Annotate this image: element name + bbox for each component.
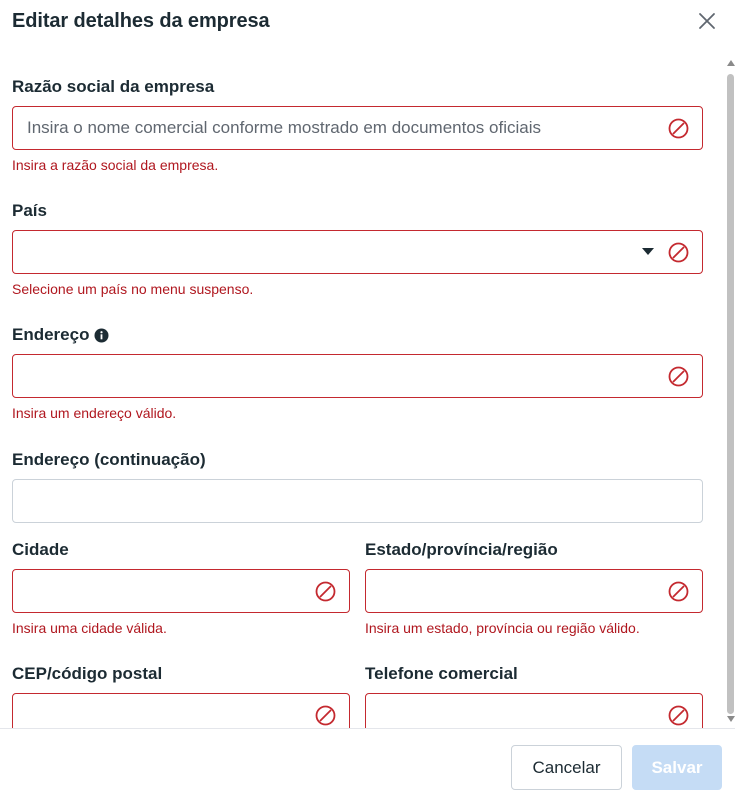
- state-label: Estado/província/região: [365, 540, 558, 559]
- zip-input[interactable]: [12, 693, 350, 728]
- country-error: Selecione um país no menu suspenso.: [12, 281, 254, 297]
- zip-label: CEP/código postal: [12, 664, 163, 683]
- dialog-title: Editar detalhes da empresa: [12, 10, 270, 32]
- state-input[interactable]: [365, 569, 703, 613]
- save-button[interactable]: Salvar: [632, 745, 722, 790]
- country-select[interactable]: [12, 230, 703, 274]
- scroll-thumb[interactable]: [727, 74, 734, 714]
- scrollbar[interactable]: [726, 58, 735, 728]
- error-icon: [315, 705, 336, 726]
- phone-input[interactable]: [365, 693, 703, 728]
- state-field: [365, 539, 703, 637]
- error-icon: [668, 581, 689, 602]
- error-icon: [315, 581, 336, 602]
- close-icon: [696, 10, 718, 32]
- company-name-placeholder: Insira o nome comercial conforme mostrado em documentos oficiais: [27, 118, 541, 137]
- error-icon: [668, 366, 689, 387]
- address-error: Insira um endereço válido.: [12, 405, 177, 421]
- city-label: Cidade: [12, 540, 69, 559]
- cancel-button[interactable]: Cancelar: [511, 745, 622, 790]
- error-icon: [668, 118, 689, 139]
- company-name-field: [12, 76, 703, 174]
- phone-label: Telefone comercial: [365, 664, 518, 683]
- zip-field: [12, 663, 350, 728]
- scroll-down-arrow-icon[interactable]: [727, 716, 735, 722]
- company-name-error: Insira a razão social da empresa.: [12, 157, 219, 173]
- close-button[interactable]: [696, 10, 718, 32]
- company-name-input[interactable]: [12, 106, 703, 150]
- country-field: [12, 200, 703, 298]
- address-input[interactable]: [12, 354, 703, 398]
- city-input[interactable]: [12, 569, 350, 613]
- dialog-header: [0, 0, 735, 50]
- form-scroll-area[interactable]: [0, 58, 735, 728]
- company-name-label: Razão social da empresa: [12, 77, 215, 96]
- address-field: [12, 324, 703, 422]
- error-icon: [668, 242, 689, 263]
- address2-label: Endereço (continuação): [12, 450, 206, 469]
- address2-field: [12, 449, 703, 523]
- scroll-up-arrow-icon[interactable]: [727, 60, 735, 66]
- caret-down-icon: [642, 248, 654, 255]
- address-label: Endereço: [12, 324, 703, 346]
- city-error: Insira uma cidade válida.: [12, 620, 167, 636]
- city-field: [12, 539, 350, 637]
- error-icon: [668, 705, 689, 726]
- address2-input[interactable]: [12, 479, 703, 523]
- phone-field: [365, 663, 703, 728]
- state-error: Insira um estado, província ou região válido.: [365, 620, 640, 636]
- country-label: País: [12, 201, 47, 220]
- info-icon[interactable]: [94, 328, 109, 343]
- dialog-footer: [0, 728, 735, 802]
